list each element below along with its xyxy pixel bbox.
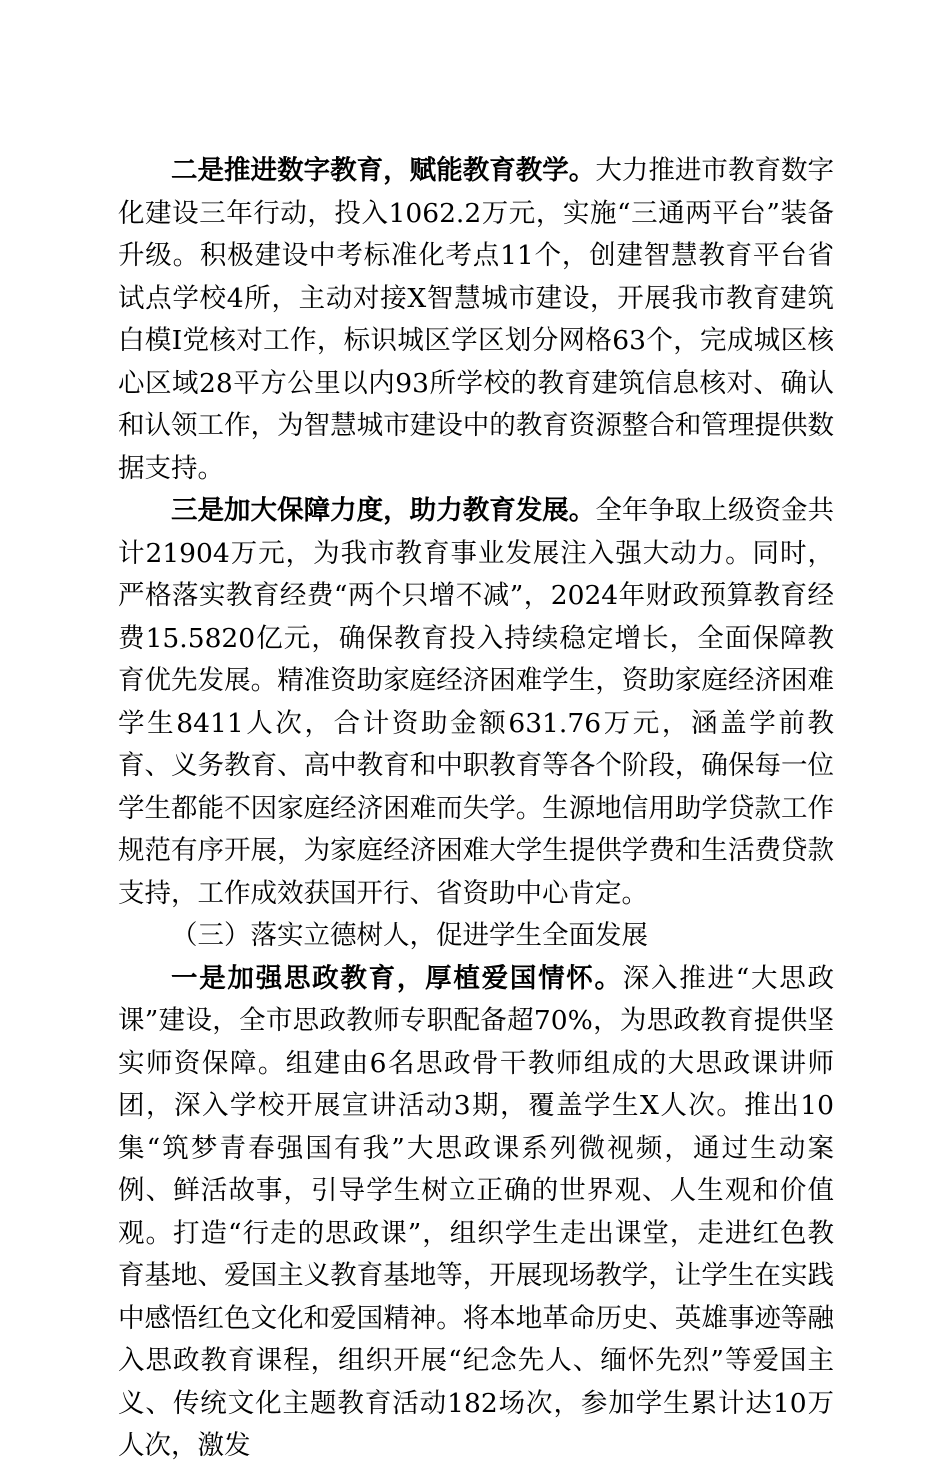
document-body <box>118 150 834 1468</box>
paragraph-body: 全年争取上级资金共计21904万元，为我市教育事业发展注入强大动力。同时，严格落实教育经费“两个只增不减”，2024年财政预算教育经费15.5820亿元，确保教育投入持续稳定增长，全面保障教育优先发展。精准资助家庭经济困难学生，资助家庭经济困难学生8411人次，合计资助金额631.76万元，涵盖学前教育、义务教育、高中教育和中职教育等各个阶段，确保每一位学生都能不因家庭经济困难而失学。生源地信用助学贷款工作规范有序开展，为家庭经济困难大学生提供学费和生活费贷款支持，工作成效获国开行、省资助中心肯定。 <box>118 495 835 909</box>
paragraph-lead: 三是加大保障力度，助力教育发展。 <box>171 495 596 526</box>
paragraph-body: 深入推进“大思政课”建设，全市思政教师专职配备超70%，为思政教育提供坚实师资保障。组建由6名思政骨干教师组成的大思政课讲师团，深入学校开展宣讲活动3期，覆盖学生X人次。推出10集“筑梦青春强国有我”大思政课系列微视频，通过生动案例、鲜活故事，引导学生树立正确的世界观、人生观和价值观。打造“行走的思政课”，组织学生走出课堂，走进红色教育基地、爱国主义教育基地等，开展现场教学，让学生在实践中感悟红色文化和爱国精神。将本地革命历史、英雄事迹等融入思政教育课程，组织开展“纪念先人、缅怀先烈”等爱国主义、传统文化主题教育活动182场次，参加学生累计达10万人次，激发 <box>118 962 834 1461</box>
section-heading: （三）落实立德树人，促进学生全面发展 <box>171 920 648 951</box>
paragraph-funding-guarantee <box>118 490 834 915</box>
paragraph-body: 大力推进市教育数字化建设三年行动，投入1062.2万元，实施“三通两平台”装备升级。积极建设中考标准化考点11个，创建智慧教育平台省试点学校4所，主动对接X智慧城市建设，开展我市教育建筑白模I党核对工作，标识城区学区划分网格63个，完成城区核心区域28平方公里以内93所学校的教育建筑信息核对、确认和认领工作，为智慧城市建设中的教育资源整合和管理提供数据支持。 <box>118 155 835 484</box>
paragraph-digital-education <box>118 150 834 490</box>
paragraph-lead: 二是推进数字教育，赋能教育教学。 <box>171 155 596 186</box>
paragraph-ideological-education <box>118 958 834 1468</box>
paragraph-lead: 一是加强思政教育，厚植爱国情怀。 <box>171 962 623 994</box>
